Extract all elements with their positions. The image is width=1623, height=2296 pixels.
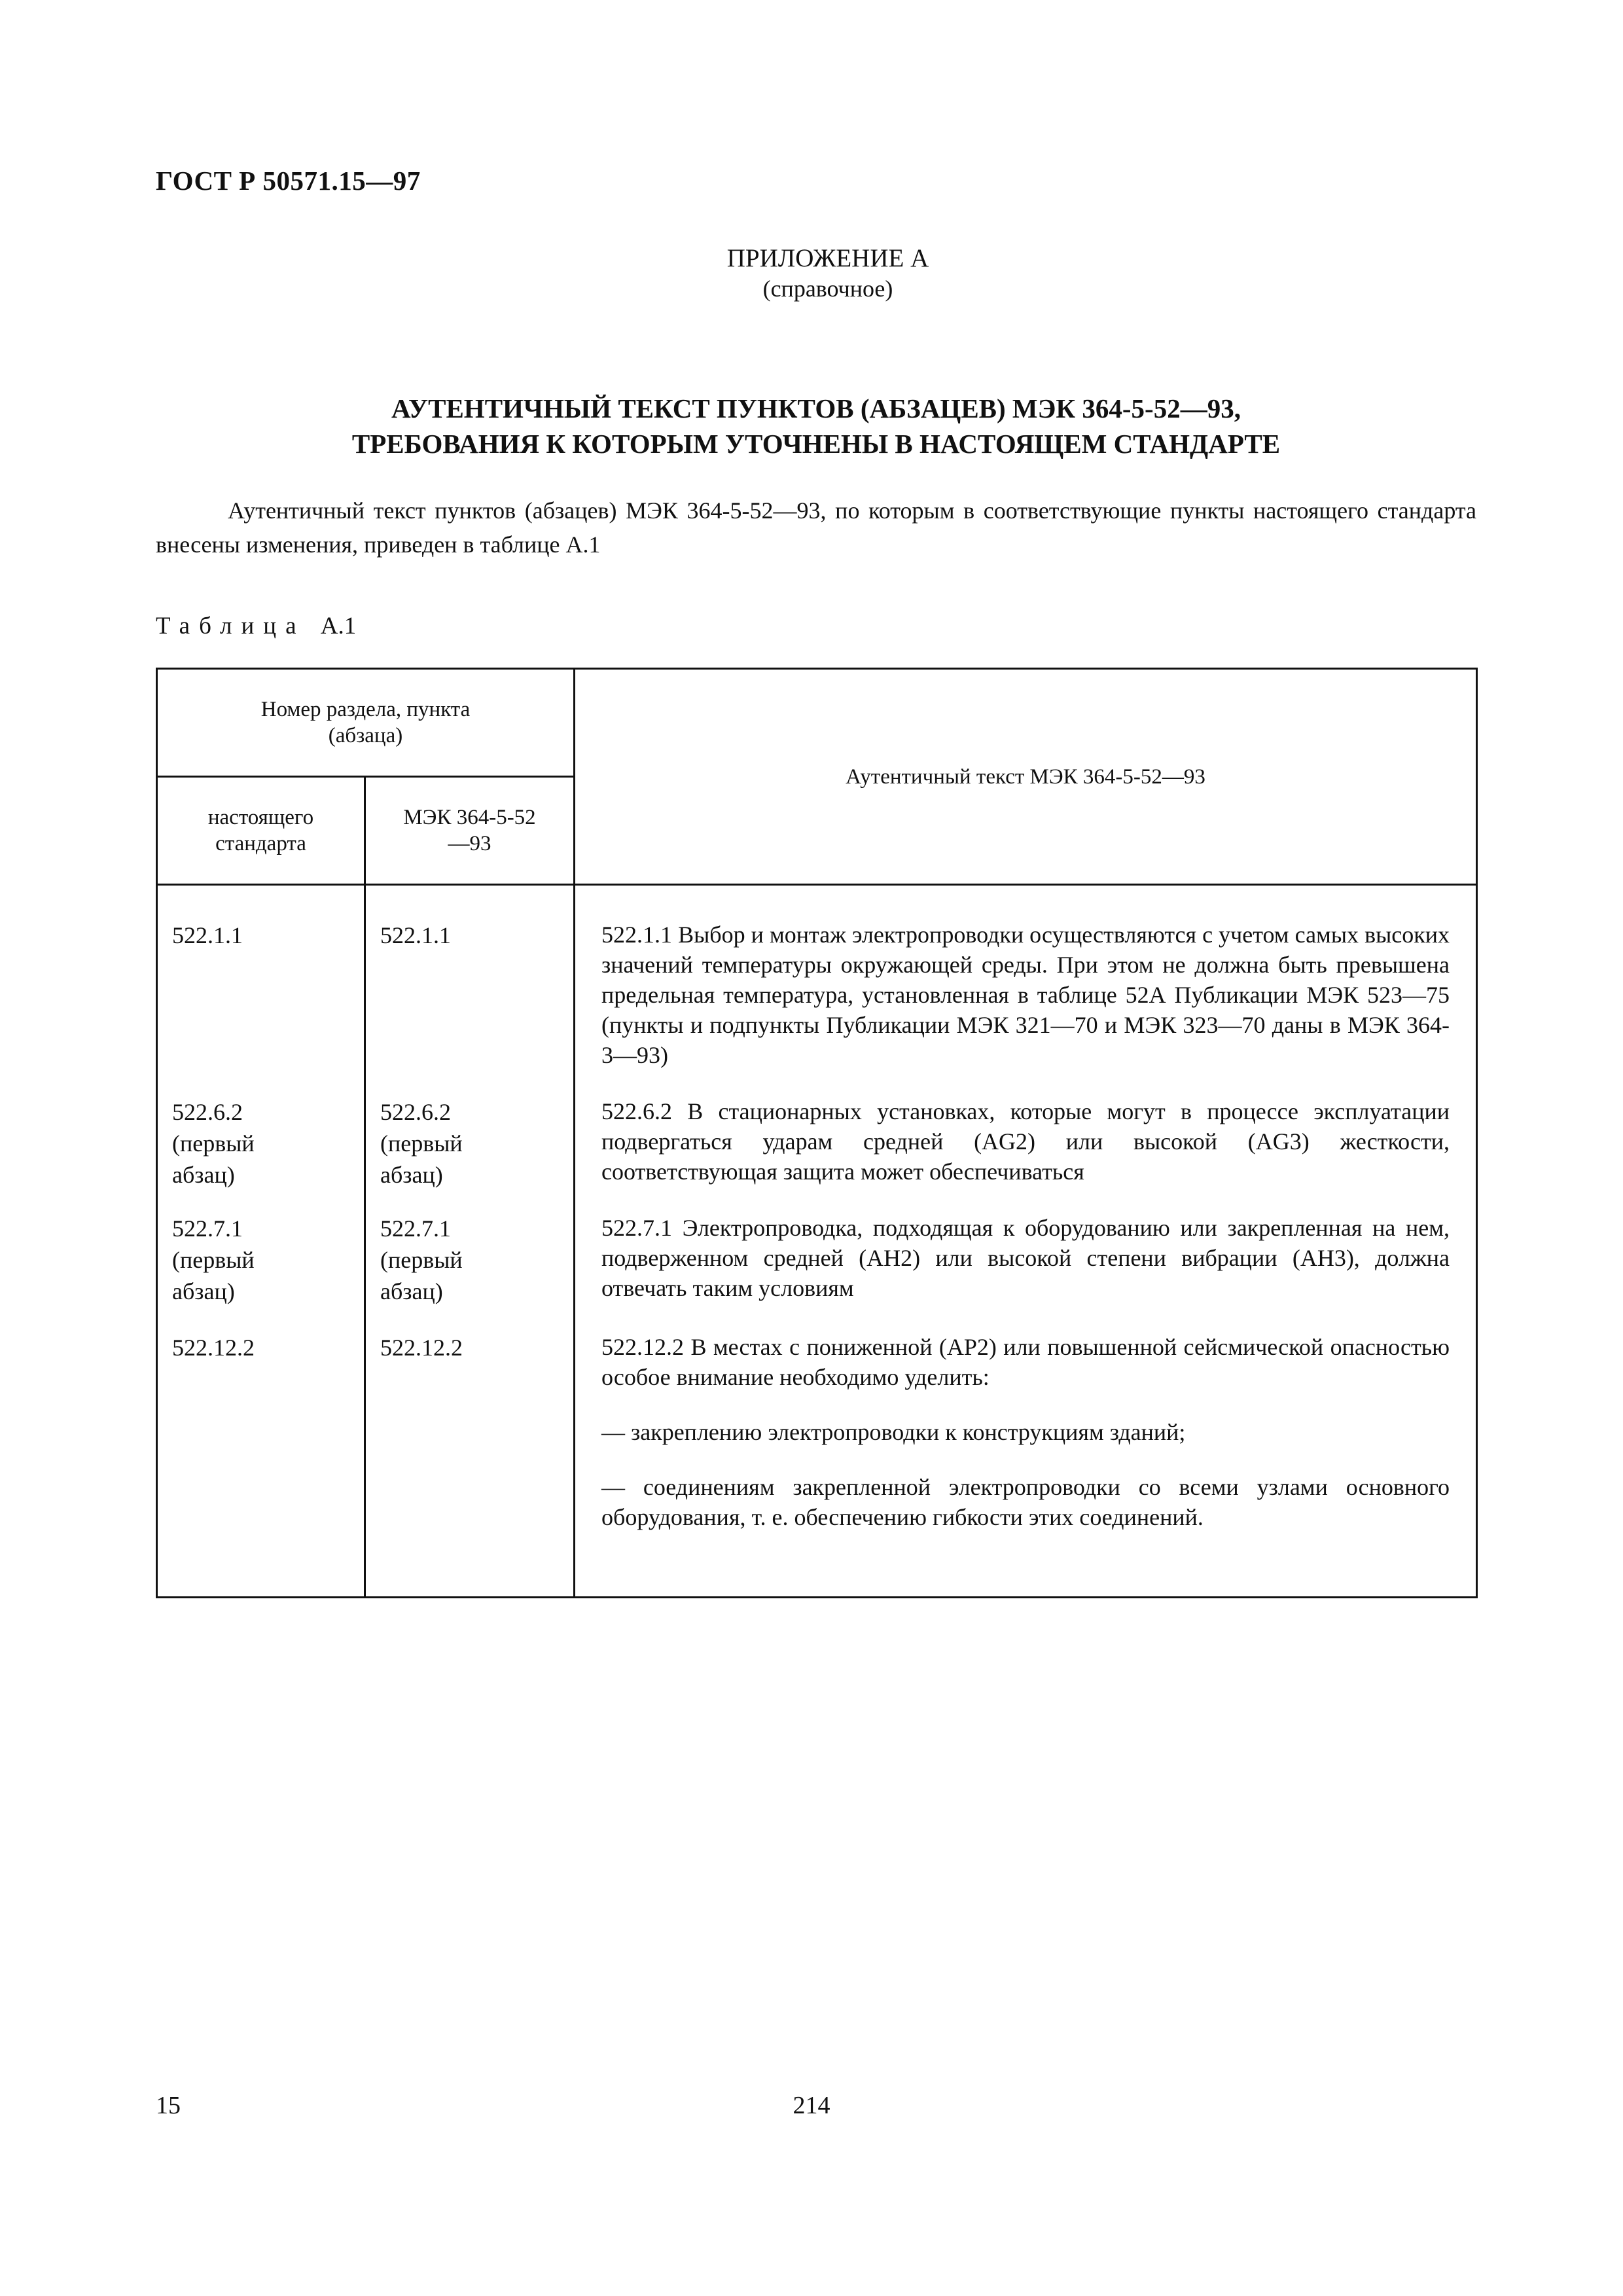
header-this-standard-label: настоящего стандарта [207,806,314,855]
intro-text: Аутентичный текст пунктов (абзацев) МЭК 364-5-52—93, по которым в соответствующие пункты настоящего стандарта внесены изменения, приведен в таблице А.1 [156,497,1476,558]
row-1-text-paragraph: 522.1.1 Выбор и монтаж электропроводки осуществляются с учетом самых высоких значений температуры окружающей среды. При этом не должна быть превышена предельная температура, установленная в таблице 52А Публикации МЭК 523—75 (пункты и подпункты Публикации МЭК 321—70 и МЭК 323—70 даны в МЭК 364-3—93) [601,922,1450,1068]
document-title-line-2: ТРЕБОВАНИЯ К КОТОРЫМ УТОЧНЕНЫ В НАСТОЯЩЕМ СТАНДАРТЕ [351,429,1281,459]
row-2-text [575,1096,1476,1213]
row-1-this-standard: 522.1.1 [172,922,243,948]
row-4-text-paragraph-1: 522.12.2 В местах с пониженной (АР2) или повышенной сейсмической опасностью особое внимание необходимо уделить: [601,1334,1450,1390]
standard-code: ГОСТ Р 50571.15—97 [156,166,421,196]
row-1-text [575,920,1476,1096]
row-4-iec: 522.12.2 [380,1335,463,1361]
row-4-text [575,1332,1476,1532]
row-4-text-paragraph-2: — закреплению электропроводки к конструкциям зданий; [601,1419,1186,1445]
column-iec [365,885,575,1598]
header-authentic-text: Аутентичный текст МЭК 364-5-52—93 [575,669,1477,885]
row-3-iec: 522.7.1 (первый абзац) [380,1215,463,1304]
column-this-standard [157,885,365,1598]
table-caption-word: Таблица [156,613,306,639]
header-section-number-label: Номер раздела, пункта (абзаца) [260,698,471,747]
column-authentic-text [575,885,1477,1598]
row-2-iec: 522.6.2 (первый абзац) [380,1099,463,1188]
table-caption-number: А.1 [320,613,357,639]
appendix-type: (справочное) [762,276,893,302]
appendix-label: ПРИЛОЖЕНИЕ А [726,244,929,272]
row-2-text-paragraph: 522.6.2 В стационарных установках, которые могут в процессе эксплуатации подвергаться ударам средней (AG2) или высокой (AG3) жесткости, соответствующая защита может обеспечиваться [601,1098,1450,1185]
intro-paragraph [156,493,1476,562]
table-a1 [156,668,1478,1598]
row-2-this-standard: 522.6.2 (первый абзац) [172,1099,255,1188]
row-4-text-paragraph-3: — соединениям закрепленной электропроводки со всеми узлами основного оборудования, т. е. обеспечению гибкости этих соединений. [601,1474,1450,1530]
row-4-this-standard: 522.12.2 [172,1335,255,1361]
table-caption [156,612,356,640]
page-number: 214 [793,2092,830,2119]
row-3-text [575,1213,1476,1332]
row-3-text-paragraph: 522.7.1 Электропроводка, подходящая к оборудованию или закрепленная на нем, подверженном средней (АН2) или высокой степени вибрации (АН3), должна отвечать таким условиям [601,1215,1450,1301]
header-section-number [157,669,575,777]
header-iec [365,777,575,885]
header-iec-label: МЭК 364-5-52—93 [403,806,536,855]
header-this-standard [157,777,365,885]
document-title-line-1: АУТЕНТИЧНЫЙ ТЕКСТ ПУНКТОВ (АБЗАЦЕВ) МЭК 364-5-52—93, [391,393,1241,423]
footer-left-number: 15 [156,2092,181,2119]
row-1-iec: 522.1.1 [380,922,451,948]
row-3-this-standard: 522.7.1 (первый абзац) [172,1215,255,1304]
